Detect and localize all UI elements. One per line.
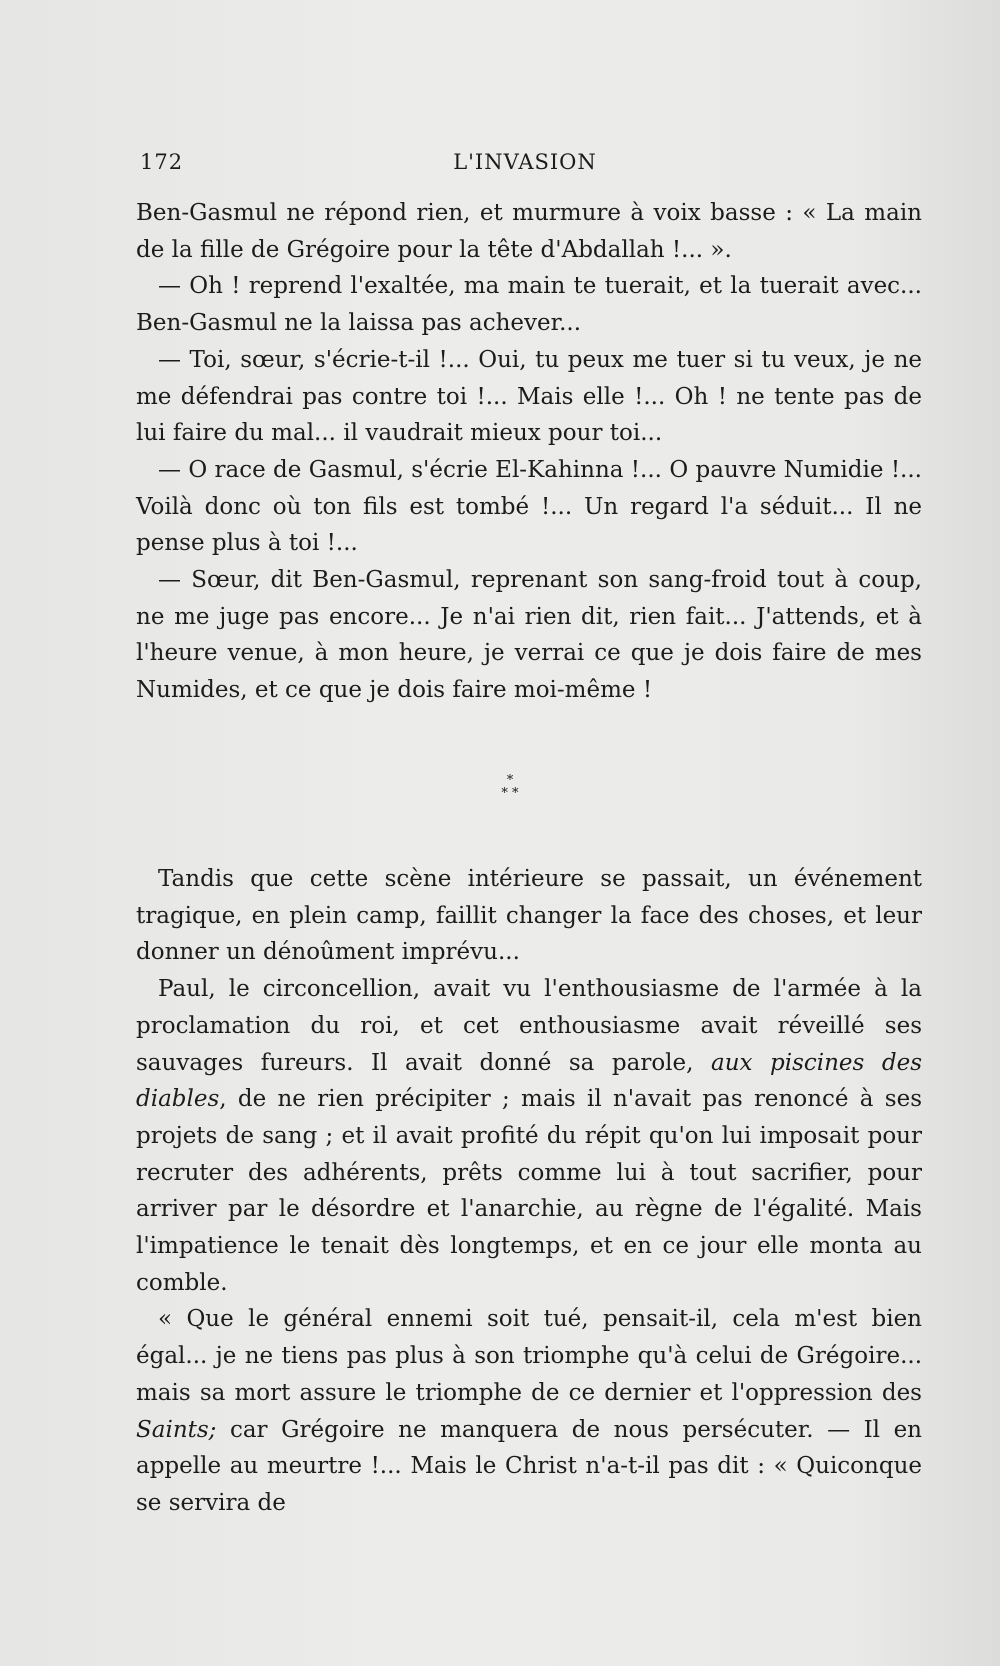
- paragraph-text: , de ne rien précipiter ; mais il n'avait pas renoncé à ses projets de sang ; et il avait profité du répit qu'on lui imposait pour recruter des adhérents, prêts comme lui à tout sacrifier, pour arriver par le désordre et l'anarchie, au règne de l'égalité. Mais l'impatience le tenait dès longtemps, et en ce jour elle monta au comble.: [136, 1086, 922, 1296]
- paragraph: [136, 1301, 922, 1521]
- paragraph: Ben-Gasmul ne répond rien, et murmure à voix basse : « La main de la fille de Grégoire pour la tête d'Abdallah !... ».: [136, 200, 922, 263]
- paragraph-text: car Grégoire ne manquera de nous persécuter. — Il en appelle au meurtre !... Mais le Christ n'a-t-il pas dit : « Quiconque se servira de: [136, 1416, 922, 1516]
- running-title: L'INVASION: [453, 150, 597, 174]
- paragraph-text: Paul, le circoncellion, avait vu l'enthousiasme de l'armée à la proclamation du roi, et cet enthousiasme avait réveillé ses sauvages fureurs. Il avait donné sa parole,: [136, 976, 922, 1076]
- asterism-bottom: * *: [501, 786, 519, 801]
- dialogue-section: [136, 195, 922, 709]
- italic-phrase: aux piscines des diables: [136, 1049, 922, 1113]
- section-break-asterism: [480, 774, 540, 804]
- paragraph: — Sœur, dit Ben-Gasmul, reprenant son sang-froid tout à coup, ne me juge pas encore... Je n'ai rien dit, rien fait... J'attends, et à l'heure venue, à mon heure, je verrai ce que je dois faire de mes Numides, et ce que je dois faire moi-même !: [136, 567, 922, 704]
- page-number: 172: [140, 150, 184, 174]
- paragraph: [136, 971, 922, 1301]
- paragraph-text: « Que le général ennemi soit tué, pensait-il, cela m'est bien égal... je ne tiens pas plus à son triomphe qu'à celui de Grégoire... mais sa mort assure le triomphe de ce dernier et l'oppression des: [136, 1306, 922, 1406]
- asterism-top: *: [506, 773, 514, 788]
- running-head: [140, 150, 910, 180]
- italic-phrase: Saints;: [136, 1416, 217, 1443]
- paragraph: Tandis que cette scène intérieure se passait, un événement tragique, en plein camp, faillit changer la face des choses, et leur donner un dénoûment imprévu...: [136, 866, 922, 966]
- paragraph: — Toi, sœur, s'écrie-t-il !... Oui, tu peux me tuer si tu veux, je ne me défendrai pas contre toi !... Mais elle !... Oh ! ne tente pas de lui faire du mal... il vaudrait mieux pour toi...: [136, 346, 922, 447]
- paragraph: — O race de Gasmul, s'écrie El-Kahinna !... O pauvre Numidie !... Voilà donc où ton fils est tombé !... Un regard l'a séduit... Il ne pense plus à toi !...: [136, 456, 922, 557]
- narrative-section: [136, 861, 922, 1522]
- paragraph: — Oh ! reprend l'exaltée, ma main te tuerait, et la tuerait avec... Ben-Gasmul ne la laissa pas achever...: [136, 273, 922, 337]
